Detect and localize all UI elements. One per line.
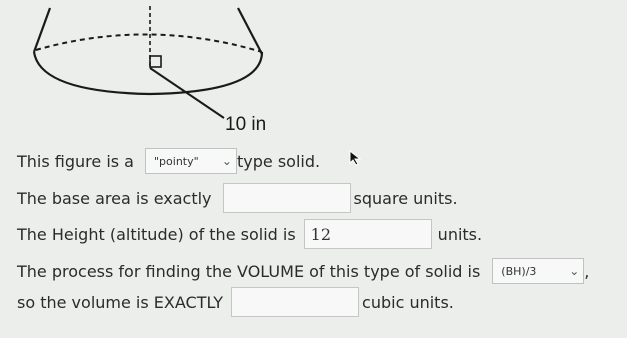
height-input[interactable]: 12 (304, 219, 432, 249)
chevron-down-icon: ⌄ (569, 264, 580, 278)
volume-process-prefix: The process for finding the VOLUME of this type of solid is (17, 261, 481, 281)
base-area-suffix: square units. (353, 188, 458, 208)
base-area-input[interactable] (223, 183, 351, 213)
volume-input[interactable] (231, 287, 359, 317)
question-row-base-area (17, 183, 458, 213)
question-row-volume-process (17, 256, 589, 286)
height-suffix: units. (437, 224, 483, 244)
solid-type-select[interactable] (145, 148, 237, 174)
mouse-pointer-icon (349, 150, 363, 166)
volume-process-select[interactable] (492, 258, 584, 284)
base-area-prefix: The base area is exactly (17, 188, 212, 208)
radius-label: 10 in (225, 114, 267, 135)
solid-type-prefix: This figure is a (17, 151, 134, 171)
height-prefix: The Height (altitude) of the solid is (17, 224, 296, 244)
volume-process-suffix: , (584, 261, 590, 281)
solid-type-suffix: type solid. (236, 151, 321, 171)
volume-suffix: cubic units. (362, 292, 454, 312)
question-row-volume (17, 287, 454, 317)
solid-type-selected-value: "pointy" (153, 154, 199, 168)
chevron-down-icon: ⌄ (221, 154, 232, 168)
question-row-height (17, 219, 482, 249)
volume-process-selected-value: (BH)/3 (501, 264, 537, 278)
cone-figure (0, 0, 300, 140)
volume-prefix: so the volume is EXACTLY (17, 292, 224, 312)
question-row-solid-type (17, 146, 320, 176)
